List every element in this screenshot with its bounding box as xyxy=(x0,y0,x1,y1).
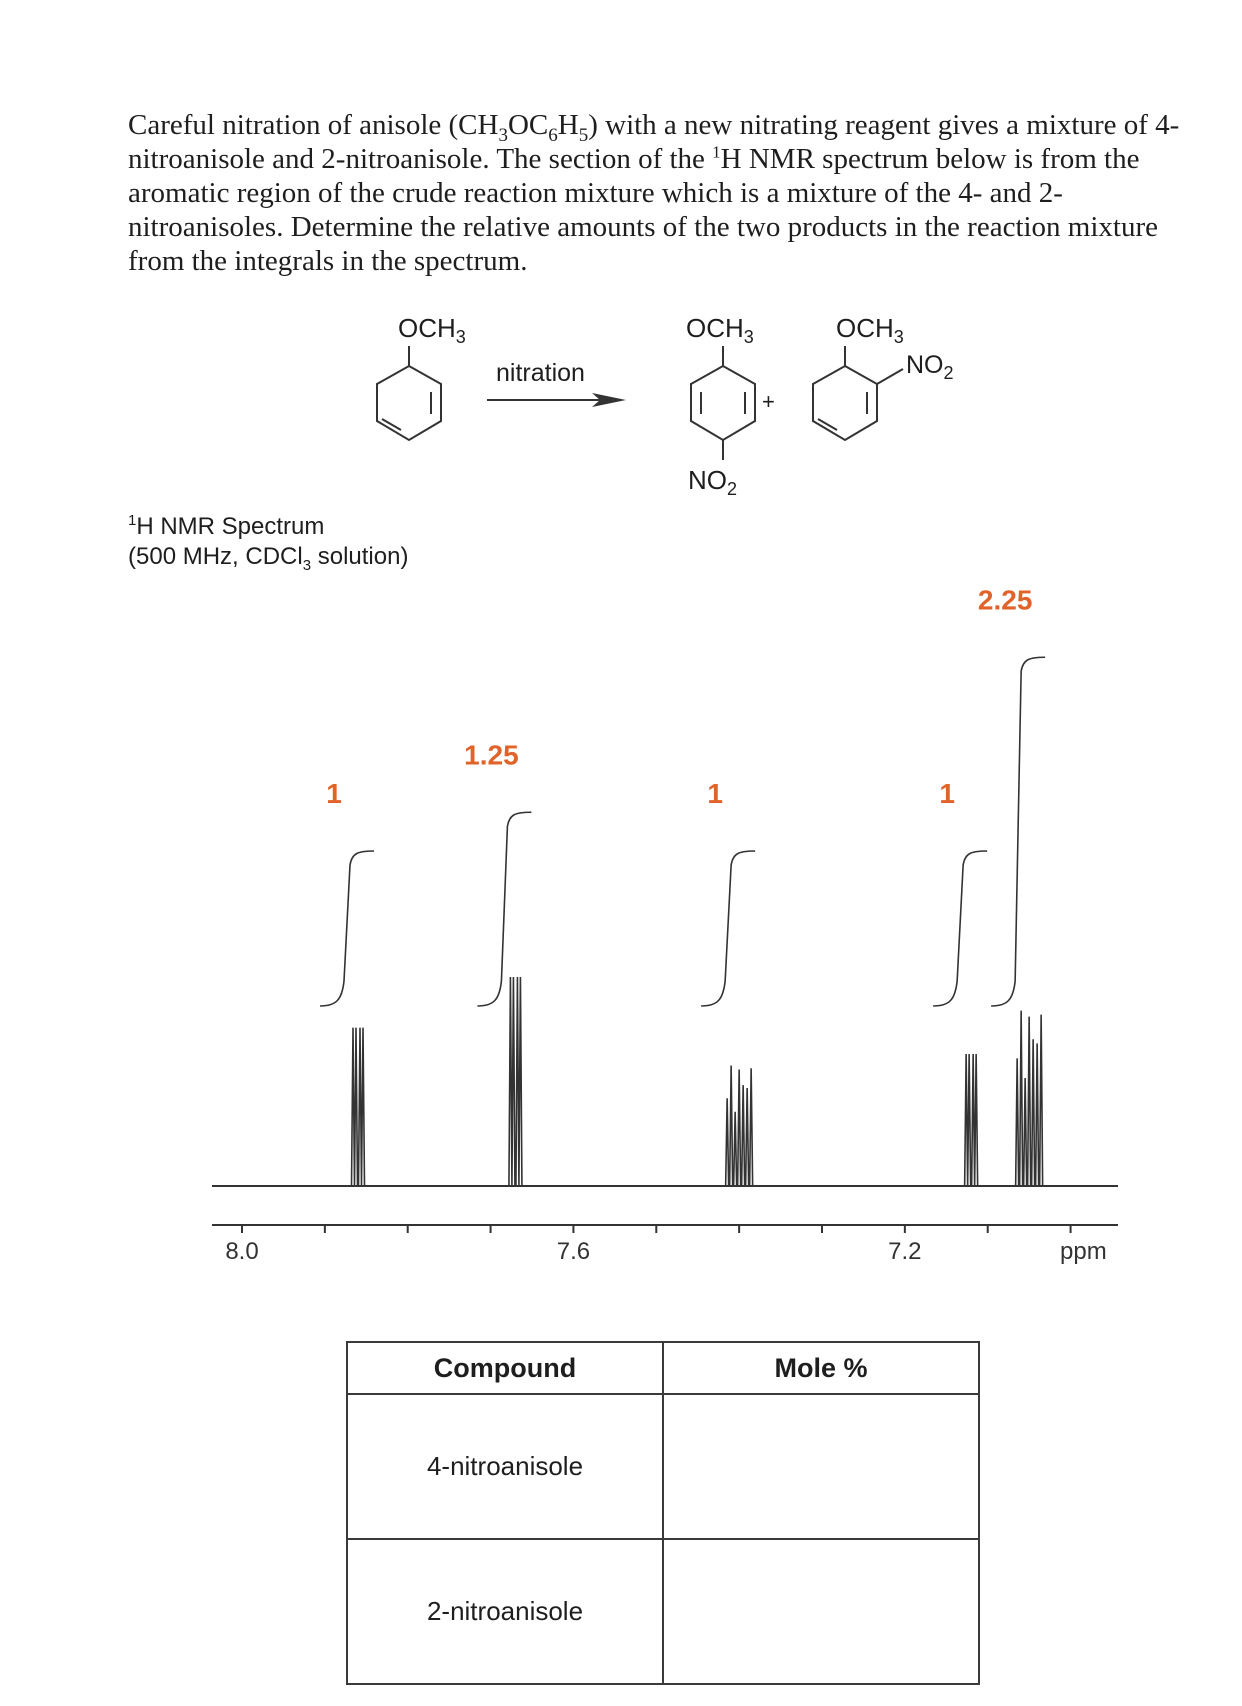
anisole-och3-label: $OCH_3$ xyxy=(398,313,466,347)
peak xyxy=(352,1028,365,1186)
peak xyxy=(1016,1011,1043,1186)
product1-no2-label: $NO_2$ xyxy=(688,465,738,499)
compound-cell: 4-nitroanisole xyxy=(347,1394,663,1539)
peak xyxy=(509,977,522,1186)
product2-och3-label: $OCH_3$ xyxy=(836,313,904,347)
product2-no2-label: $NO_2$ xyxy=(906,351,954,383)
header-mole-percent: Mole % xyxy=(663,1342,979,1394)
header-compound: Compound xyxy=(347,1342,663,1394)
product1-och3-label: $OCH_3$ xyxy=(686,313,754,347)
results-table xyxy=(346,1341,980,1685)
integral-curve xyxy=(933,851,987,1006)
x-axis-label: ppm xyxy=(1060,1238,1107,1265)
table-row xyxy=(347,1539,979,1684)
integral-label: 1 xyxy=(939,778,955,809)
spectrum-caption-line1: $^1$H NMR Spectrum xyxy=(128,512,325,540)
mole-percent-input-cell[interactable] xyxy=(663,1394,979,1539)
integral-label: 1 xyxy=(707,778,723,809)
plus-sign: + xyxy=(762,389,775,414)
x-axis-ticks xyxy=(225,1225,1070,1265)
x-tick-label: 7.6 xyxy=(556,1238,591,1265)
table-header-row xyxy=(347,1342,979,1394)
question-text: Careful nitration of anisole $(CH_3OC_6H_5)$ with a new nitrating reagent gives a mixture of 4-nitroanisole and 2-nitroanisole. The section of the $^1$H NMR spectrum below is from the aromatic region of the crude reaction mixture which is a mixture of the 4- and 2-nitroanisoles. Determine the relative amounts of the two products in the reaction mixture from the integrals in the spectrum. xyxy=(128,109,1180,277)
arrow-label: nitration xyxy=(496,359,585,387)
integral-curve xyxy=(320,851,374,1006)
x-tick-label: 7.2 xyxy=(888,1238,922,1265)
integral-label: 1.25 xyxy=(464,739,519,771)
spectrum-caption-line2: (500 MHz, CDCl$_3$ solution) xyxy=(128,543,409,574)
integral-label: 2.25 xyxy=(977,584,1033,616)
table-row xyxy=(347,1394,979,1539)
integral-labels xyxy=(326,584,1032,809)
mole-percent-input-cell[interactable] xyxy=(663,1539,979,1684)
integral-label: 1 xyxy=(326,778,342,809)
integral-curves xyxy=(320,657,1045,1006)
peak xyxy=(965,1054,978,1186)
spectrum-peaks xyxy=(352,977,1043,1186)
x-tick-label: 8.0 xyxy=(225,1238,259,1265)
integral-curve xyxy=(701,851,755,1006)
compound-cell: 2-nitroanisole xyxy=(347,1539,663,1684)
integral-curve xyxy=(991,657,1045,1006)
integral-curve xyxy=(477,812,531,1006)
peak xyxy=(726,1065,753,1186)
